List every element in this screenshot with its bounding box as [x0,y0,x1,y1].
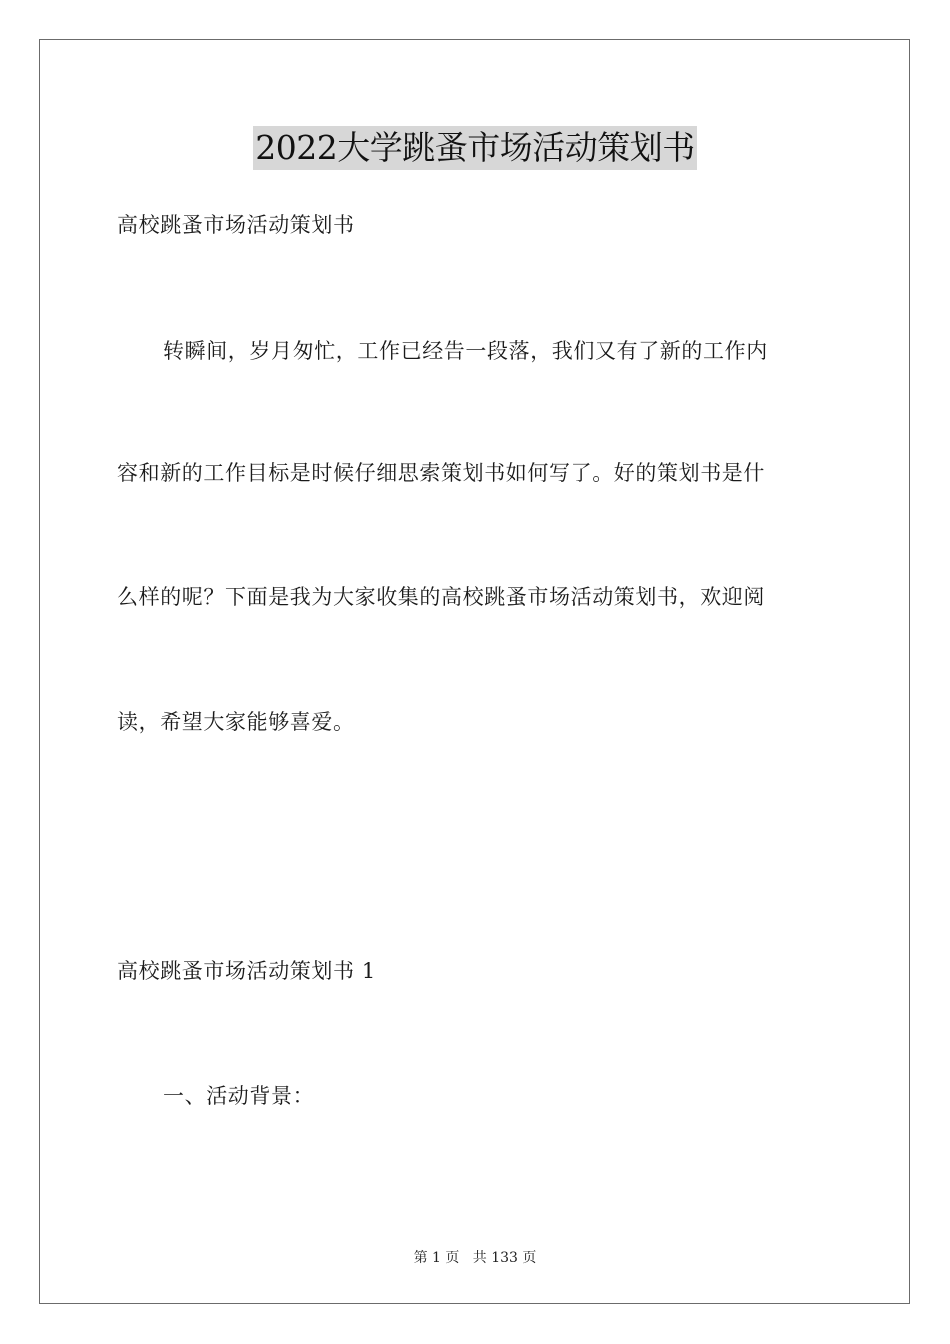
intro-line-1: 转瞬间，岁月匆忙，工作已经告一段落，我们又有了新的工作内 [163,339,768,363]
section-heading: 高校跳蚤市场活动策划书 1 [117,959,376,983]
page-total: 共 133 页 [472,1250,537,1266]
page-footer [0,1249,950,1267]
document-title: 2022大学跳蚤市场活动策划书 [253,126,696,170]
intro-line-2: 容和新的工作目标是时候仔细思索策划书如何写了。好的策划书是什 [117,461,765,485]
title-container [0,126,950,170]
page-number: 第 1 页 [413,1250,460,1266]
intro-line-4: 读，希望大家能够喜爱。 [117,710,355,734]
document-subtitle: 高校跳蚤市场活动策划书 [117,213,355,237]
intro-line-3: 么样的呢？下面是我为大家收集的高校跳蚤市场活动策划书，欢迎阅 [117,585,765,609]
subsection-heading: 一、活动背景： [163,1084,315,1108]
